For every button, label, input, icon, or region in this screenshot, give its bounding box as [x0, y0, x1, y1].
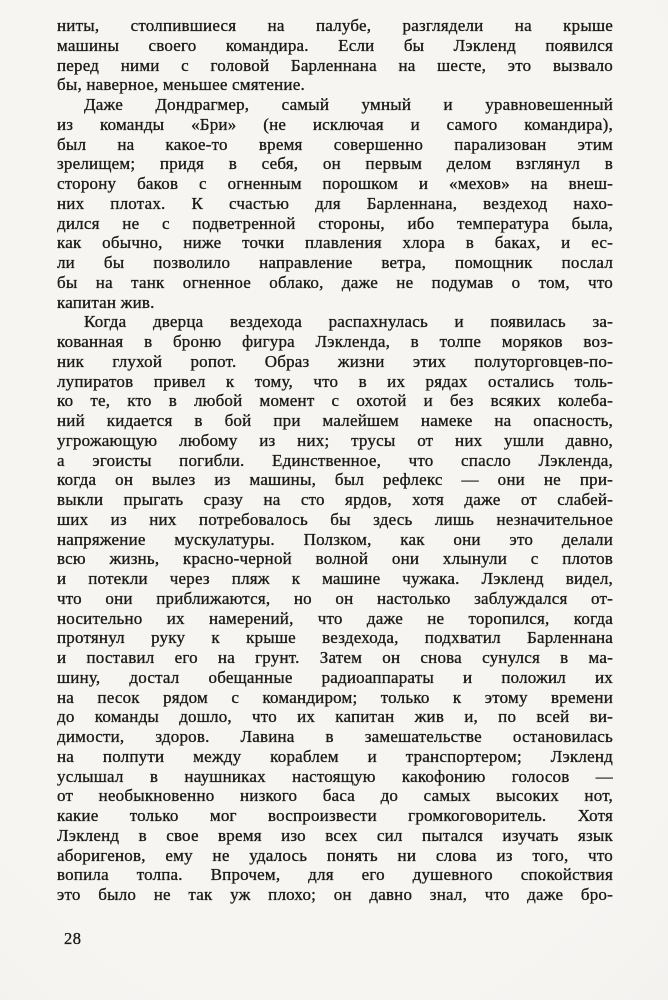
text-line: вопила толпа. Впрочем, для его душевного спокойствия — [57, 865, 613, 885]
text-line: Лэкленд в свое время изо всех сил пытался изучать язык — [57, 825, 613, 845]
text-line: от необыкновенно низкого баса до самых высоких нот, — [57, 786, 613, 806]
text-line: бы на танк огненное облако, даже не подумав о том, что — [57, 272, 613, 292]
text-line: какие только мог воспроизвести громкоговоритель. Хотя — [57, 806, 613, 825]
text-line: и поставил его на грунт. Затем он снова сунулся в ма- — [57, 648, 613, 667]
text-line: напряжение мускулатуры. Ползком, как они это делали — [57, 529, 613, 549]
text-line: из команды «Бри» (не исключая и самого командира), — [57, 114, 613, 134]
text-line: услышал в наушниках настоящую какофонию голосов — — [57, 766, 613, 786]
page-number: 28 — [64, 929, 82, 948]
text-line: был на какое-то время совершенно парализован этим — [57, 134, 613, 154]
text-line: на песок рядом с командиром; только к этому времени — [57, 687, 613, 707]
text-line: что они приближаются, но он настолько заблуждался от- — [57, 588, 613, 608]
text-line: кованная в броню фигура Лэкленда, в толпе моряков воз- — [57, 332, 613, 351]
text-line: Когда дверца вездехода распахнулась и появилась за- — [84, 312, 613, 332]
text-line: машины своего командира. Если бы Лэкленд появился — [57, 35, 613, 55]
text-line: Даже Дондрагмер, самый умный и уравновешенный — [84, 95, 613, 114]
text-line: ших из них потребовалось бы здесь лишь незначительное — [57, 509, 613, 529]
text-line: димости, здоров. Лавина в замешательстве остановилась — [57, 727, 613, 746]
text-line: на полпути между кораблем и транспортером; Лэкленд — [57, 746, 613, 766]
text-line: всю жизнь, красно-черной волной они хлынули с плотов — [57, 549, 613, 569]
text-line: бы, наверное, меньшее смятение. — [57, 75, 305, 95]
text-line: сторону баков с огненным порошком и «мехов» на внеш- — [57, 174, 613, 193]
text-line: до команды дошло, что их капитан жив и, по всей ви- — [57, 707, 613, 727]
text-line: аборигенов, ему не удалось понять ни слова из того, что — [57, 845, 613, 865]
text-line: ниты, столпившиеся на палубе, разглядели на крыше — [57, 16, 613, 35]
text-line: ко те, кто в любой момент с охотой и без всяких колеба- — [57, 391, 613, 411]
text-line: лупиратов привел к тому, что в их рядах остались толь- — [57, 371, 613, 391]
text-line: когда он вылез из машины, был рефлекс — они не при- — [57, 470, 613, 490]
text-line: шину, достал обещанные радиоаппараты и положил их — [57, 667, 613, 687]
text-line: дился не с подветренной стороны, ибо температура была, — [57, 213, 613, 233]
text-line: выкли прыгать сразу на сто ярдов, хотя даже от слабей- — [57, 490, 613, 509]
text-line: капитан жив. — [57, 292, 155, 312]
text-line: это было не так уж плохо; он давно знал, что даже бро- — [57, 885, 613, 904]
text-line: а эгоисты погибли. Единственное, что спасло Лэкленда, — [57, 450, 613, 470]
text-line: ник глухой ропот. Образ жизни этих полуторговцев-по- — [57, 351, 613, 371]
text-line: ли бы позволило направление ветра, помощник послал — [57, 253, 613, 272]
text-line: них плотах. К счастью для Барленнана, вездеход нахо- — [57, 193, 613, 213]
text-line: ний кидается в бой при малейшем намеке на опасность, — [57, 411, 613, 430]
text-line: протянул руку к крыше вездехода, подхватил Барленнана — [57, 628, 613, 648]
text-line: перед ними с головой Барленнана на шесте, это вызвало — [57, 55, 613, 75]
text-line: носительно их намерений, что даже не торопился, когда — [57, 608, 613, 628]
text-line: как обычно, ниже точки плавления хлора в баках, и ес- — [57, 233, 613, 253]
text-line: и потекли через пляж к машине чужака. Лэкленд видел, — [57, 569, 613, 588]
text-line: угрожающую любому из них; трусы от них ушли давно, — [57, 430, 613, 450]
text-line: зрелищем; придя в себя, он первым делом взглянул в — [57, 154, 613, 174]
page-text — [57, 16, 613, 905]
